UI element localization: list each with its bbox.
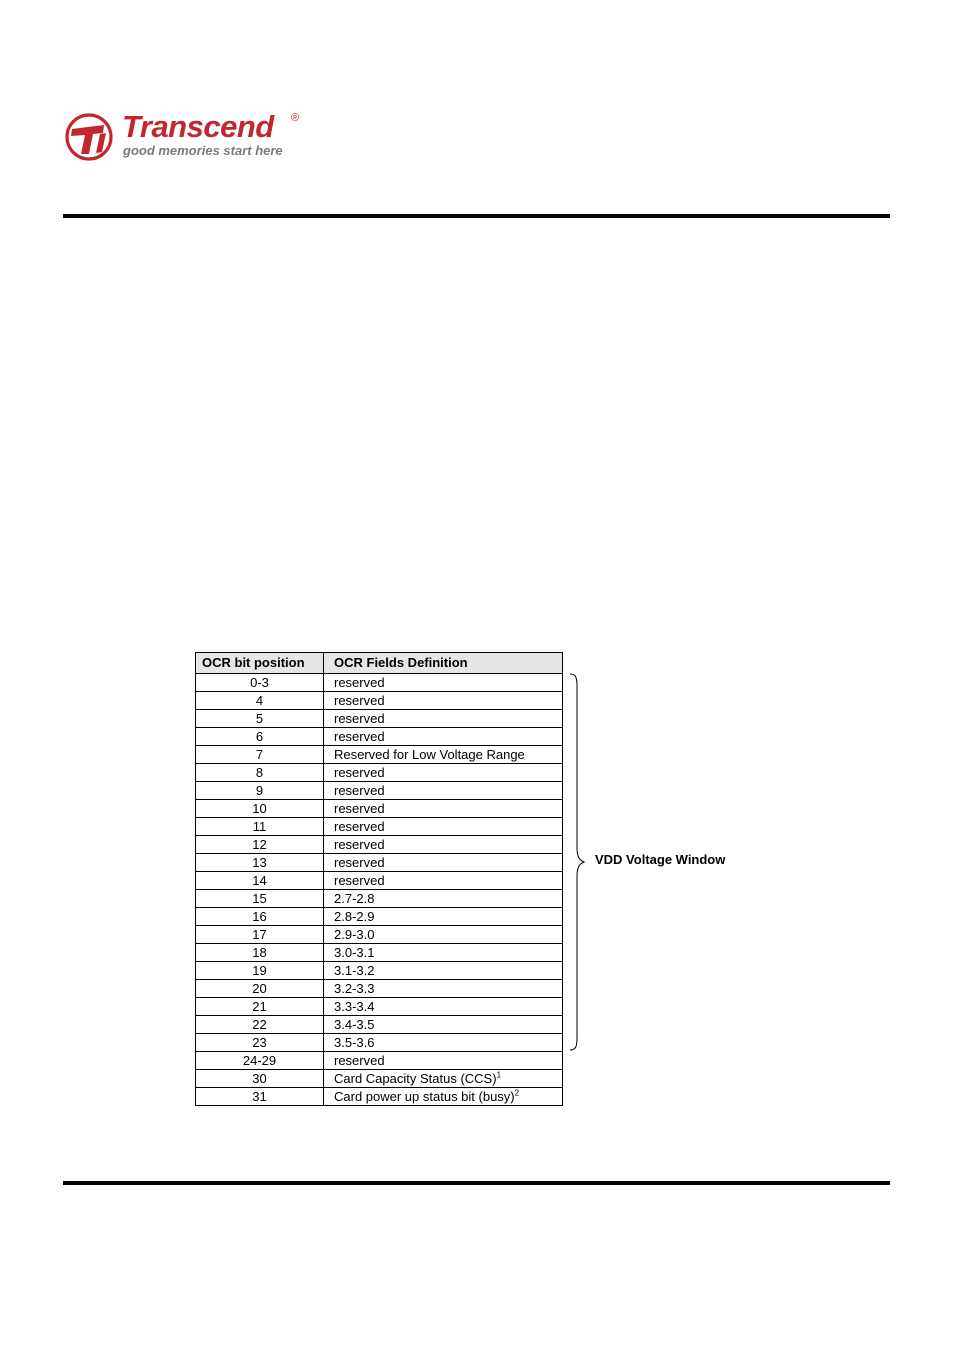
bit-position-cell: 10 — [196, 800, 324, 818]
field-definition-cell — [324, 854, 563, 872]
ocr-register-table — [195, 652, 563, 1106]
field-definition-text: reserved — [334, 800, 385, 816]
table-header-row — [196, 653, 563, 674]
field-definition-text: reserved — [334, 872, 385, 888]
field-definition-text: reserved — [334, 836, 385, 852]
ocr-table-body — [196, 674, 563, 1106]
field-definition-text: 3.2-3.3 — [334, 980, 375, 996]
field-definition-text: reserved — [334, 728, 385, 744]
field-definition-cell — [324, 1052, 563, 1070]
table-row — [196, 926, 563, 944]
field-definition-text: 3.3-3.4 — [334, 998, 375, 1014]
field-definition-cell — [324, 1016, 563, 1034]
table-row — [196, 746, 563, 764]
table-row — [196, 962, 563, 980]
transcend-logo-mark-icon — [64, 112, 116, 162]
table-row — [196, 998, 563, 1016]
table-row — [196, 980, 563, 998]
table-row — [196, 854, 563, 872]
bit-position-cell: 22 — [196, 1016, 324, 1034]
bit-position-cell: 6 — [196, 728, 324, 746]
field-definition-text: reserved — [334, 854, 385, 870]
table-row — [196, 674, 563, 692]
field-definition-text: Card power up status bit (busy) — [334, 1088, 515, 1104]
table-row — [196, 944, 563, 962]
field-definition-text: reserved — [334, 692, 385, 708]
bit-position-cell: 23 — [196, 1034, 324, 1052]
table-row — [196, 1016, 563, 1034]
field-definition-text: reserved — [334, 764, 385, 780]
bit-position-cell: 24-29 — [196, 1052, 324, 1070]
vdd-voltage-window-label: VDD Voltage Window — [595, 852, 726, 867]
field-definition-cell — [324, 710, 563, 728]
field-definition-cell — [324, 908, 563, 926]
field-definition-cell — [324, 1034, 563, 1052]
table-row — [196, 836, 563, 854]
field-definition-text: 2.7-2.8 — [334, 890, 375, 906]
bit-position-cell: 7 — [196, 746, 324, 764]
table-row — [196, 1070, 563, 1088]
bit-position-cell: 16 — [196, 908, 324, 926]
field-definition-text: reserved — [334, 1052, 385, 1068]
field-definition-text: 3.4-3.5 — [334, 1016, 375, 1032]
footnote-marker: 1 — [496, 1070, 502, 1080]
field-definition-cell — [324, 980, 563, 998]
table-row — [196, 782, 563, 800]
bit-position-cell: 5 — [196, 710, 324, 728]
bit-position-cell: 4 — [196, 692, 324, 710]
field-definition-text: reserved — [334, 782, 385, 798]
table-row — [196, 1034, 563, 1052]
registered-mark: ® — [291, 112, 300, 124]
field-definition-text: 3.1-3.2 — [334, 962, 375, 978]
column-header-bit-position: OCR bit position — [196, 653, 324, 674]
field-definition-cell — [324, 1088, 563, 1106]
bit-position-cell: 31 — [196, 1088, 324, 1106]
bit-position-cell: 30 — [196, 1070, 324, 1088]
field-definition-cell — [324, 782, 563, 800]
table-row — [196, 1052, 563, 1070]
footer-divider — [63, 1181, 890, 1185]
table-row — [196, 1088, 563, 1106]
table-row — [196, 800, 563, 818]
bit-position-cell: 11 — [196, 818, 324, 836]
field-definition-cell — [324, 1070, 563, 1088]
brand-tagline: good memories start here — [123, 143, 283, 158]
field-definition-text: 2.8-2.9 — [334, 908, 375, 924]
field-definition-text: 3.0-3.1 — [334, 944, 375, 960]
bit-position-cell: 13 — [196, 854, 324, 872]
table-row — [196, 818, 563, 836]
field-definition-cell — [324, 692, 563, 710]
table-row — [196, 710, 563, 728]
field-definition-cell — [324, 728, 563, 746]
table-row — [196, 692, 563, 710]
right-curly-brace-icon — [568, 672, 588, 1054]
field-definition-cell — [324, 872, 563, 890]
bit-position-cell: 12 — [196, 836, 324, 854]
bit-position-cell: 20 — [196, 980, 324, 998]
field-definition-cell — [324, 962, 563, 980]
field-definition-cell — [324, 836, 563, 854]
field-definition-cell — [324, 926, 563, 944]
header-divider — [63, 214, 890, 218]
column-header-fields-definition: OCR Fields Definition — [324, 653, 563, 674]
bit-position-cell: 8 — [196, 764, 324, 782]
table-row — [196, 872, 563, 890]
field-definition-cell — [324, 890, 563, 908]
table-row — [196, 890, 563, 908]
field-definition-text: 2.9-3.0 — [334, 926, 375, 942]
bit-position-cell: 18 — [196, 944, 324, 962]
table-row — [196, 908, 563, 926]
field-definition-text: reserved — [334, 818, 385, 834]
field-definition-text: reserved — [334, 674, 385, 690]
field-definition-text: Reserved for Low Voltage Range — [334, 746, 525, 762]
field-definition-cell — [324, 674, 563, 692]
field-definition-text: Card Capacity Status (CCS) — [334, 1070, 497, 1086]
transcend-logo — [64, 110, 314, 166]
field-definition-text: reserved — [334, 710, 385, 726]
table-row — [196, 728, 563, 746]
field-definition-cell — [324, 746, 563, 764]
brand-name: Transcend — [122, 109, 274, 144]
field-definition-cell — [324, 764, 563, 782]
table-row — [196, 764, 563, 782]
bit-position-cell: 9 — [196, 782, 324, 800]
footnote-marker: 2 — [514, 1088, 520, 1098]
field-definition-cell — [324, 800, 563, 818]
field-definition-text: 3.5-3.6 — [334, 1034, 375, 1050]
field-definition-cell — [324, 998, 563, 1016]
bit-position-cell: 14 — [196, 872, 324, 890]
bit-position-cell: 19 — [196, 962, 324, 980]
field-definition-cell — [324, 818, 563, 836]
bit-position-cell: 21 — [196, 998, 324, 1016]
field-definition-cell — [324, 944, 563, 962]
bit-position-cell: 0-3 — [196, 674, 324, 692]
bit-position-cell: 15 — [196, 890, 324, 908]
bit-position-cell: 17 — [196, 926, 324, 944]
